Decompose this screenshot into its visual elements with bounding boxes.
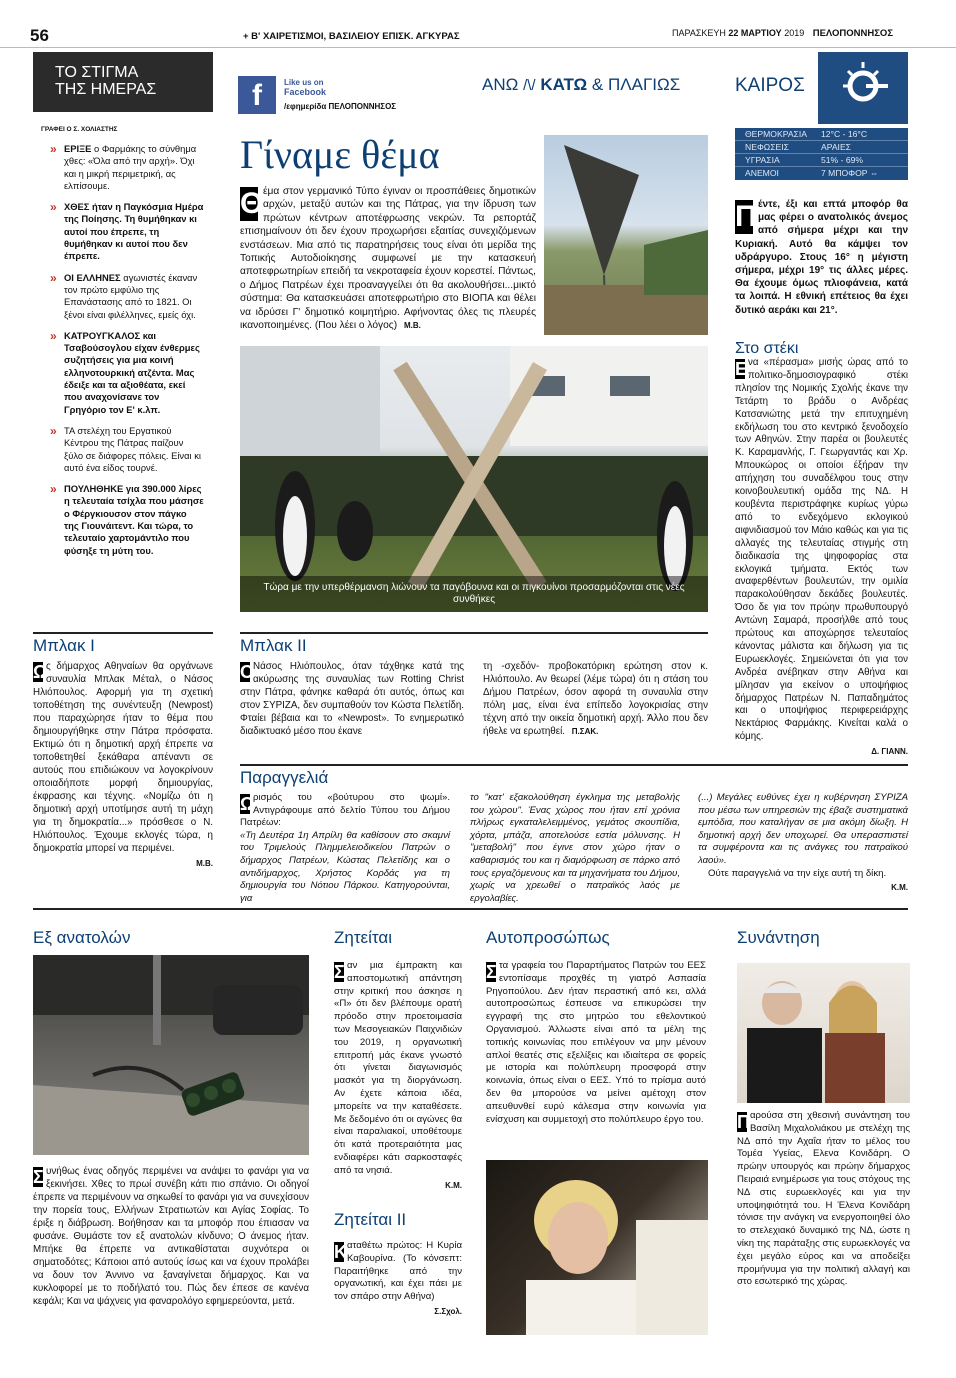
- blak1-body: Ω ς δήμαρχος Αθηναίων θα οργάνωνε συναυλία Μπλακ Μέταλ, ο Νάσος Ηλιόπουλος. Αφορμή για τη σχετική τοποθέτηση της συνέντευξη (Newpost) που παραχώρησε ήταν το θέμα που δημιουργήθηκε στην Πάτρα πρόσφατα. Εκτιμώ ότι η δημοτική αρχή έπρεπε να τοποθετηθεί ξεκάθαρα απέναντι σε αυτούς που επιδιώκουν να λογοκρίνουν οποιαδήποτε μορφή δημιουργίας, έκφρασης και τέχνης. «Νομίζω ότι η δημοτική αρχή υποτίμησε αυτή τη μάχη για τη δημοκρατία...» πρόσθεσε ο Ν. Ηλιόπουλος. Έχουμε εκλογές τώρα, η δημοκρατία μπορεί να περιμένει. Μ.Β.: [33, 661, 213, 868]
- portrait-photo: [486, 1160, 708, 1335]
- blak2-dropcap: Ο: [240, 662, 255, 682]
- page-number: 56: [30, 26, 49, 45]
- woman-portrait-illustration: [486, 1160, 708, 1335]
- banner-slash: /\/: [523, 77, 536, 94]
- main-article-body: Θ έμα στον γερμανικό Τύπο έγιναν οι προσπάθειες δημοτικών αρχών, μεταξύ αυτών και της Πάτρας, για την ίδρυση των πρώτων κέντρων αποτέφρωσης νεκρών. Τα ρεπορτάζ επισημαίνουν ότι δεν έχουν προχωρήσει εξαιτίας συνεχιζόμενων ενστάσεων. Μια από τις παρατηρήσεις τους είναι ότι μερίδα της Τοπικής Αυτοδιοίκησης συμφωνεί με την κατασκευή αποτεφρωτηρίων επειδή τα νεκροταφεία έχουν κορεστεί. Πάντως, ο Δήμος Πατρέων έχει προαναγγείλει ότι θα ακολουθήσει...μικτό σύστημα: Θα κατασκευάσει αποτεφρωτήριο στο ΒΙΟΠΑ και θέλει να ιδρύσει Γ' δημοτικό κοιμητήριο. Αφήνοντας όλες τις πλευρές ικανοποιημένες. (Που λέει ο λόγος) Μ.Β.: [240, 186, 536, 332]
- zhteitai-dropcap: Σ: [334, 962, 345, 982]
- banner-ano: ΑΝΩ: [482, 75, 519, 94]
- ex-anatolon-body: Σ υνήθως ένας οδηγός περιμένει να ανάψει το φανάρι για να ξεκινήσει. Χθες το πρωί συνέβη κάτι πιο σπάνιο. Οι οδηγοί έπρεπε να περιμένουν να σηκωθεί το φανάρι για να συνεχίσουν την πορεία τους, Ελλήνων Στρατιωτών και Αγίας Σοφίας. Το έριξε η διάβρωση. Βοήθησαν και τα μποφόρ που έπιασαν να φυσάνε. Θυμάστε τον εξ ανατολών κίνδυνο; Ο άνεμος ήταν. Μπήκε θα έπρεπε να αντικαθίσταται συχνότερα οι σηματοδότες; Κάποιοι από αυτούς ίσως και να έχουν προλάβει να δουν τον Άννινο να ξαναγίνεται δήμαρχος. Και να κυκλοφορεί με το ποδήλατό του. Πώς δεν έπεσε σε κανένα κεφάλι; Και να ψάχνεις για φαναρολόγο εφημερεύοντα, μετά.: [33, 1166, 309, 1307]
- paper-name: ΠΕΛΟΠΟΝΝΗΣΟΣ: [812, 28, 894, 39]
- weather-row: ΥΓΡΑΣΙΑ 51% - 69%: [735, 154, 908, 167]
- synantisi-body: Π αρούσα στη χθεσινή συνάντηση του Βασίλη Μιχαλολιάκου με στελέχη της ΝΔ από την Αχαΐα ήταν το μέλος του Τομέα Υγείας, Ελενα Κονιδάρη. Ο πρώην υπουργός και πρώην δήμαρχος Πειραιά ενημέρωσε για τους στόχους της ΝΔ στις ευρωεκλογές και για την υποψηφιότητά του. Η Έλενα Κονιδάρη τόνισε την ανάγκη να ενεργοποιηθεί όλο το στελεχιακό δυναμικό της ΝΔ, ώστε η νίκη της παράταξης στις ευρωεκλογές να έχει μεγάλο εύρος και να αποδείξει προμήνυμα για την πολιτική αλλαγή και στο εσωτερικό της χώρας.: [737, 1110, 910, 1288]
- date-year: 2019: [781, 28, 805, 38]
- traffic-light-illustration: [33, 955, 309, 1155]
- steki-signature: Δ. ΓΙΑΝΝ.: [871, 747, 908, 757]
- stigma-title-line1: ΤΟ ΣΤΙΓΜΑ: [55, 64, 139, 81]
- synantisi-title: Συνάντηση: [737, 928, 820, 947]
- penguin-photo: [240, 346, 708, 612]
- facebook-page-name: /εφημερίδα ΠΕΛΟΠΟΝΝΗΣΟΣ: [284, 102, 397, 111]
- stigma-item: » ΠΟΥΛΗΘΗΚΕ για 390.000 λίρες η τελευταία τσίχλα που μάσησε ο Φέργκιουσον στον πάγκο της Γιουνάιτεντ. Και τώρα, το τελευταίο χαρτομάντιλο που φύσηξε τη μύτη του.: [50, 483, 204, 557]
- zhteitai2-dropcap: Κ: [334, 1242, 347, 1262]
- zhteitai-signature: Κ.Μ.: [445, 1180, 462, 1190]
- facebook-icon: f: [238, 76, 276, 114]
- weather-row: ΝΕΦΩΣΕΙΣ ΑΡΑΙΕΣ: [735, 141, 908, 154]
- autoproswpws-dropcap: Σ: [486, 962, 497, 982]
- zhteitai2-title: Ζητείται ΙΙ: [334, 1210, 407, 1229]
- paraggelia-end: Ούτε παραγγελιά να την είχε αυτή τη δίκη.: [708, 867, 887, 879]
- weather-row: ΑΝΕΜΟΙ 7 ΜΠΟΦΟΡ ⇔: [745, 168, 879, 178]
- sun-wind-icon: [818, 52, 908, 124]
- synantisi-dropcap: Π: [737, 1112, 750, 1132]
- stigma-header: [33, 52, 213, 112]
- paraggelia-dropcap: Ω: [240, 794, 255, 814]
- penguin-illustration: [240, 346, 708, 612]
- steki-body: Ε να «πέρασμα» μισής ώρας από το πολιτικο-δημοσιογραφικό στέκι πλησίον της Νομικής Σχολής έκανε την Τετάρτη το βράδυ ο Ανδρέας Κατσανιώτης μετά την επιτυχημένη εκδήλωση του στο κεντρικό ξενοδοχείο των Αθηνών. Στην παρέα οι βουλευτές Κ. Καραμανλής, Γ. Γεωργαντάς και Χρ. Μπουκώρος οι οποίοι έξήραν την απήχηση του συναδέλφου τους στην κοινοβουλευτική ομάδα της ΝΔ. Η κουβέντα περιστράφηκε κυρίως γύρω από το ενδεχόμενο εκλογικού αιφνιδιασμού τον Μάιο καθώς και για τις αλλαγές της τελευταίας στιγμής στη διαδικασία της ψηφοφορίας στα εκλογικά τμήματα. Εκτός των αναφερθέντων βουλευτών, την ομιλία παρακολούθησαν δεκάδες βουλευτές. Όσο δε για τον πρώην πρωθυπουργό Αντώνη Σαμαρά, προσήλθε από τους πρώτους και αποχώρησε τελευταίος κάνοντας μάλιστα και δήλωση για τις Ευρωεκλογές. Σημειώνεται ότι για τον Ανδρέα ανέβηκαν στην Αθήνα και μίλησαν για εκείνον ο υποψήφιος δήμαρχος Πατρέων Ν. Παπαδημάτος και ο υποψήφιος περιφερειάρχης Νεκτάριος Φαρμάκης. Κινείται καλά ο κόμης. Δ. ΓΙΑΝΝ.: [735, 357, 908, 759]
- blak2-title: Μπλακ ΙΙ: [240, 632, 708, 656]
- header-greeting: + Β' ΧΑΙΡΕΤΙΣΜΟΙ, ΒΑΣΙΛΕΙΟΥ ΕΠΙΣΚ. ΑΓΚΥΡΑΣ: [243, 31, 460, 42]
- header-rule: [0, 47, 956, 48]
- stigma-item: » ΤΑ στελέχη του Εργατικού Κέντρου της Πάτρας παίζουν ξύλο σε διάφορες πόλεις. Είναι κι αυτό ένα είδος τουρνέ.: [50, 425, 204, 474]
- steki-title: Στο στέκι: [735, 340, 799, 357]
- banner-kato: ΚΑΤΩ: [540, 75, 588, 94]
- zhteitai2-body: Κ αταθέτω πρώτος: Η Κυρία Καβουρίνα. (Το κόνσεπτ: Παραιτήθηκε από την οργανωτική, και έχει πάει με τον σπάρο στην Αθήνα) Σ.Σχολ.: [334, 1240, 462, 1319]
- stigma-item: » ΧΘΕΣ ήταν η Παγκόσμια Ημέρα της Ποίησης. Τη θυμήθηκαν κι αυτοί που έπρεπε, τη θυμήθηκαν κι αυτοί που δεν έπρεπε.: [50, 201, 204, 262]
- paraggelia-title: Παραγγελιά: [240, 764, 908, 788]
- stigma-list: [50, 143, 204, 566]
- paraggelia-col1: Ω ρισμός του «βούτυρου στο ψωμί». Αντιγράφουμε από δελτίο Τύπου του Δήμου Πατρέων: «Τη Δευτέρα 1η Απρίλη θα καθίσουν στο σκαμνί του Τριμελούς Πλημμελειοδικείου Πατρών ο δήμαρχος Πατρέων, Κώστας Πελετίδης και ο αντιδήμαρχος, Χρήστος Κορδάς για τη δημιουργία του Νότιου Πάρκου. Κατηγορούνται, για: [240, 792, 450, 904]
- blak1-dropcap: Ω: [33, 662, 48, 682]
- kite-illustration: [544, 135, 708, 335]
- zhteitai-body: Σ αν μια έμπρακτη και αποστομωτική απάντηση στην κριτική που άσκησε η «Π» ότι δεν βλέπουμε ορατή πρόοδο στην προετοιμασία των Μεσογειακών Παιχνιδιών του 2019, η οργανωτική επιτροπή μάς έκανε γνωστό ότι γίνεται διαγωνισμός μασκότ για τη διοργάνωση. Αν έχετε κάποια ιδέα, μπορείτε να την καταθέσετε. Με δεδομένο ότι οι αγώνες θα είναι παραλιακοί, υποθέτουμε ότι κατά προτεραιότητα μας ενδιαφέρει κάτι σαρκοσταφές από τα νησιά. Κ.Μ.: [334, 960, 462, 1192]
- stigma-item: » ΟΙ ΕΛΛΗΝΕΣ αγωνιστές έκαναν τον πρώτο εμφύλιο της Επανάστασης από το 1821. Οι ξένοι είναι φιλέλληνες, εμείς όχι.: [50, 272, 204, 321]
- zhteitai2-signature: Σ.Σχολ.: [434, 1306, 462, 1316]
- paraggelia-quote3: (...) Μεγάλες ευθύνες έχει η κυβέρνηση ΣΥΡΙΖΑ που μέσω των υπηρεσιών της έβαζε συστηματικά εμπόδια, που καταλήγαν σε μια ακόμη δίωξη. Η δημοτική αρχή δεν υποχωρεί. Θα υπερασπιστεί τα συμφέροντα και τις ανάγκες του πατραϊκού λαού».: [698, 792, 908, 866]
- paraggelia-col3: [698, 792, 908, 895]
- page-header: [0, 0, 956, 48]
- weather-row: ΘΕΡΜΟΚΡΑΣΙΑ 12°C - 16°C: [735, 128, 908, 141]
- steki-dropcap: Ε: [735, 359, 748, 379]
- facebook-box[interactable]: [238, 76, 428, 114]
- weather-dropcap: Π: [735, 200, 757, 233]
- weather-icon-box: [818, 52, 908, 124]
- autoproswpws-body: Σ τα γραφεία του Παραρτήματος Πατρών του ΕΕΣ εντοπίσαμε προχθές τη γιατρό Ασπασία Ρηγοπούλου. Δεν ήταν περαστική από κει, αλλά αυτοπροσώπως έσπευσε να επικυρώσει την εγγραφή της στο μητρώο του εθελοντικού Οργανισμού. Άλλωστε είναι από τα μέλη της τοπικής κοινωνίας που επιλέγουν να μην μένουν απλοί θεατές στις εξελίξεις και ιδιαίτερα σε φορείς με ιστορία και πολύπλευρη προσφορά στην κοινωνία, όπως είναι ο ΕΕΣ. Υπό το πρίσμα αυτό δεν θα μπορούσε να μείνει αμέτοχη στον απευθυνθεί ευρύ κάλεσμα στην κοινωνία για ενίσχυση και συμμετοχή στο πολύπλευρο έργο του.: [486, 960, 706, 1125]
- blak1-title: Μπλακ Ι: [33, 632, 213, 656]
- weather-body: Π έντε, έξι και επτά μποφόρ θα μας φέρει ο ανατολικός άνεμος από σήμερα μέχρι και την Κυριακή. Αυτό θα κάμψει τον υδράργυρο. Στους 16° η μέγιστη σήμερα, μέχρι 19° τις άλλες μέρες. Θα έχουμε όμως πλιοφάνεια, κατά τα λοιπά. Η εθνική επέτειος θα έχει δυτικό αεράκι και 21°.: [735, 199, 908, 316]
- zhteitai-title: Ζητείται: [334, 928, 392, 947]
- meeting-photo: [737, 963, 910, 1103]
- header-date: [672, 28, 893, 39]
- facebook-word: Facebook: [284, 87, 327, 97]
- blak2-body-right: τη -σχεδόν- προβοκατόρικη ερώτηση στον κ. Ηλιόπουλο. Αν θεωρεί (λέμε τώρα) ότι η στάση του Δήμου Πατρέων, όσον αφορά τη συναυλία στην πόλη μας, είναι ένα επίπεδο λογοκρισίας στην τέχνη από την οικεία δημοτική αρχή. Άλλο που δεν ήθελε να ερωτηθεί. Π.ΣΑΚ.: [483, 661, 708, 737]
- paraggelia-quote1: «Τη Δευτέρα 1η Απρίλη θα καθίσουν στο σκαμνί του Τριμελούς Πλημμελειοδικείου Πατρών ο δήμαρχος Πατρέων, Κώστας Πελετίδης και ο αντιδήμαρχος, Χρήστος Κορδάς για τη δημιουργία του Νότιου Πάρκου. Κατηγορούνται, για: [240, 829, 450, 904]
- banner-rest: & ΠΛΑΓΙΩΣ: [591, 75, 681, 94]
- stigma-byline: ΓΡΑΦΕΙ Ο Σ. ΧΟΛΙΑΣΤΗΣ: [41, 126, 118, 133]
- main-article-dropcap: Θ: [240, 187, 264, 220]
- paraggelia-signature: Κ.Μ.: [891, 883, 908, 893]
- section-divider: [33, 908, 908, 910]
- weather-title: ΚΑΙΡΟΣ: [735, 75, 805, 96]
- meeting-illustration: [737, 963, 910, 1103]
- kite-photo: [544, 135, 708, 335]
- blak1-signature: Μ.Β.: [196, 859, 213, 868]
- ex-anatolon-dropcap: Σ: [33, 1167, 44, 1187]
- weather-table: [735, 128, 908, 180]
- stigma-item: » ΕΡΙΞΕ ο Φαρμάκης το σύνθημα χθες: «Όλα από την αρχή». Όχι και η μικρή περιμετρική, ας ελπίσουμε.: [50, 143, 204, 192]
- main-article-signature: Μ.Β.: [403, 321, 421, 331]
- ex-anatolon-title: Εξ ανατολών: [33, 928, 131, 947]
- penguin-photo-caption: Τώρα με την υπερθέρμανση λιώνουν τα παγόβουνα και οι πιγκουίνοι προσαρμόζονται στις νέες συνθήκες: [240, 576, 708, 612]
- section-banner: [482, 75, 680, 95]
- date-bold: 22 ΜΑΡΤΙΟΥ: [728, 28, 782, 38]
- blak2-signature: Π.ΣΑΚ.: [571, 727, 599, 736]
- stigma-item: » ΚΑΤΡΟΥΓΚΑΛΟΣ και Τσαβούσογλου είχαν ένθερμες συζητήσεις για μια κοινή ελληνοτουρκική ατζέντα. Μας έδειξε και τα αξιοθέατα, εκεί που αναχονίσανε τον Γρηγόριο τον Ε' κ.λπ.: [50, 330, 204, 416]
- main-article-title: Γίναμε θέμα: [240, 132, 440, 177]
- traffic-light-photo: [33, 955, 309, 1155]
- date-prefix: ΠΑΡΑΣΚΕΥΗ: [672, 28, 729, 38]
- paraggelia-col2: το "κατ' εξακολούθηση έγκλημα της μεταβολής του χώρου". Ένας χώρος που ήταν επί χρόνια πλήρως εγκαταλελειμμένος, γεμάτος σκουπίδια, χόρτα, μπάζα, αποτελούσε εστία μόλυνσης. Η "μεταβολή" που έγινε στον χώρο ήταν ο καθαρισμός του και η διαμόρφωση σε πάρκο από τους εργαζόμενους και τα μηχανήματα του Δήμου, χωρίς να χρεωθεί ο πατραϊκός λαός με εργολαβίες.: [470, 792, 680, 904]
- autoproswpws-title: Αυτοπροσώπως: [486, 928, 610, 947]
- blak2-body-left: Ο Νάσος Ηλιόπουλος, όταν τάχθηκε κατά της ακύρωσης της συναυλίας των Rotting Christ στην Πάτρα, φάνηκε καθαρά ότι αυτός, όπως και στον ΣΥΡΙΖΑ, δεν συμπαθούν τον Κώστα Πελετίδη. Φταίει βέβαια και το «Newpost». Το ενημερωτικό διαδικτυακό μέσο που έκανε: [240, 661, 464, 737]
- stigma-title-line2: ΤΗΣ ΗΜΕΡΑΣ: [55, 81, 157, 98]
- like-us-label: Like us on: [284, 78, 324, 87]
